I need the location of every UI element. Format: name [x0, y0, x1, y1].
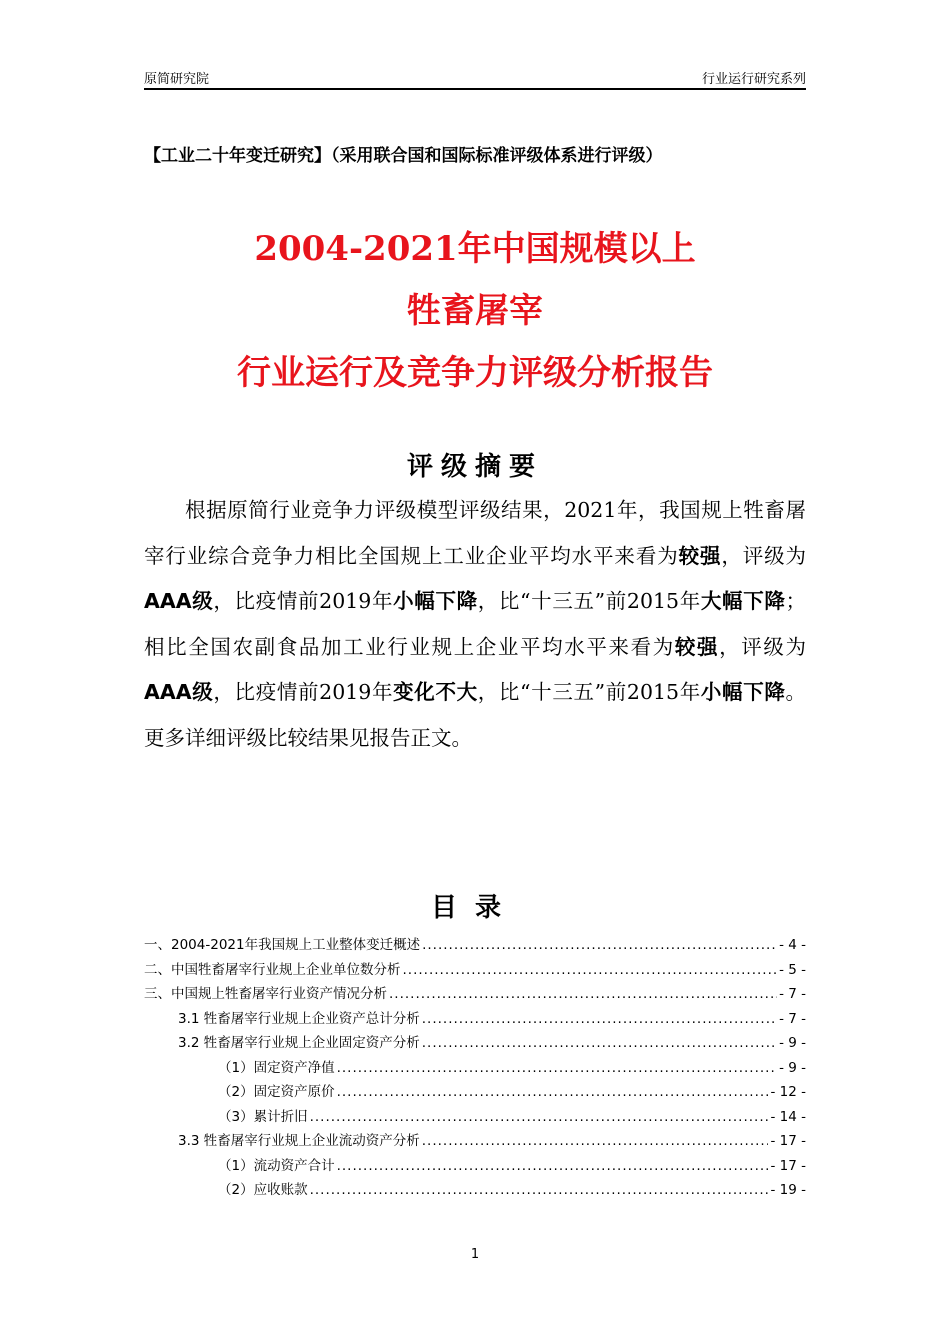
toc-entry-page: - 7 - — [779, 1010, 806, 1027]
toc-entry[interactable] — [144, 1031, 806, 1056]
toc-entry-page: - 17 - — [770, 1157, 806, 1174]
summary-paragraph — [144, 488, 806, 761]
summary-emphasis: 变化不大 — [393, 680, 478, 704]
report-title-line-3: 行业运行及竞争力评级分析报告 — [237, 353, 713, 393]
toc-leader-dots — [337, 1154, 769, 1179]
toc-entry-label: （2）固定资产原价 — [218, 1084, 335, 1100]
toc-entry-label: 3.2 牲畜屠宰行业规上企业固定资产分析 — [178, 1035, 420, 1051]
page-number: 1 — [470, 1247, 480, 1262]
summary-emphasis: 小幅下降 — [393, 589, 478, 613]
summary-text: ；相比全国农副食品加工业行业规上企业平均水平来看为 — [144, 589, 807, 659]
toc-leader-dots — [422, 933, 777, 958]
toc-heading: 目录 — [430, 893, 519, 923]
summary-text: ，比“十三五”前2015年 — [477, 680, 701, 704]
summary-text: ，比疫情前2019年 — [213, 680, 394, 704]
toc-leader-dots — [403, 958, 778, 983]
toc-leader-dots — [422, 1007, 777, 1032]
summary-emphasis: 较强 — [678, 543, 722, 568]
toc-entry[interactable] — [144, 982, 806, 1007]
toc-entry-label: 三、中国规上牲畜屠宰行业资产情况分析 — [144, 986, 387, 1002]
toc-entry-page: - 4 - — [779, 937, 806, 953]
toc-entry[interactable] — [144, 1178, 806, 1203]
summary-emphasis: 大幅下降 — [700, 589, 786, 613]
header-publisher: 原简研究院 — [144, 72, 210, 87]
toc-entry-page: - 7 - — [779, 986, 806, 1002]
toc-entry-page: - 12 - — [770, 1084, 806, 1100]
toc-entry[interactable] — [144, 1080, 806, 1105]
toc-leader-dots — [422, 1031, 777, 1056]
toc-entry[interactable] — [144, 958, 806, 983]
summary-text: ，评级为 — [719, 634, 807, 659]
toc-entry[interactable] — [144, 1129, 806, 1154]
summary-text: ，评级为 — [721, 543, 807, 568]
toc-entry-page: - 17 - — [770, 1133, 806, 1149]
summary-emphasis: AAA级 — [144, 680, 214, 704]
report-title-line-1: 2004-2021年中国规模以上 — [254, 229, 696, 269]
toc-entry[interactable] — [144, 1056, 806, 1081]
summary-text: ，比“十三五”前2015年 — [477, 589, 701, 613]
toc-entry-page: - 9 - — [779, 1059, 806, 1076]
toc-entry[interactable] — [144, 1007, 806, 1032]
toc-entry[interactable] — [144, 933, 806, 958]
toc-entry-label: （1）流动资产合计 — [218, 1157, 335, 1174]
toc-entry-label: 3.1 牲畜屠宰行业规上企业资产总计分析 — [178, 1010, 420, 1027]
toc-entry[interactable] — [144, 1154, 806, 1179]
report-title-line-2: 牲畜屠宰 — [407, 291, 543, 331]
toc-leader-dots — [337, 1056, 777, 1081]
toc-entry-label: （3）累计折旧 — [218, 1108, 308, 1125]
toc-leader-dots — [337, 1080, 769, 1105]
toc-entry-label: （1）固定资产净值 — [218, 1059, 335, 1076]
toc-entry-label: 一、2004-2021年我国规上工业整体变迁概述 — [144, 937, 421, 953]
toc-leader-dots — [310, 1178, 769, 1203]
summary-text: 。更多详细评级比较结果见报告正文。 — [144, 680, 807, 750]
toc-entry-label: （2）应收账款 — [218, 1182, 308, 1198]
toc-entry-label: 3.3 牲畜屠宰行业规上企业流动资产分析 — [178, 1133, 420, 1149]
toc-entry[interactable] — [144, 1105, 806, 1130]
summary-text: ，比疫情前2019年 — [213, 589, 394, 613]
toc-entry-page: - 9 - — [779, 1035, 806, 1051]
page-header — [144, 68, 806, 90]
toc-leader-dots — [310, 1105, 769, 1130]
toc-entry-page: - 14 - — [770, 1108, 806, 1125]
toc-entry-page: - 19 - — [770, 1182, 806, 1198]
toc-leader-dots — [422, 1129, 769, 1154]
header-series: 行业运行研究系列 — [701, 72, 806, 87]
toc-entry-label: 二、中国牲畜屠宰行业规上企业单位数分析 — [144, 961, 401, 978]
toc-leader-dots — [389, 982, 777, 1007]
table-of-contents — [144, 933, 806, 1203]
report-title — [0, 218, 950, 404]
series-title: 【工业二十年变迁研究】（采用联合国和国际标准评级体系进行评级） — [144, 146, 663, 166]
summary-emphasis: AAA级 — [144, 589, 214, 613]
summary-emphasis: 较强 — [674, 634, 720, 659]
summary-text: 根据原简行业竞争力评级模型评级结果，2021年，我国规上牲畜屠宰行业综合竞争力相比全国规上工业企业平均水平来看为 — [144, 498, 806, 568]
summary-emphasis: 小幅下降 — [700, 680, 786, 704]
summary-heading: 评级摘要 — [406, 452, 543, 482]
toc-entry-page: - 5 - — [779, 961, 806, 978]
